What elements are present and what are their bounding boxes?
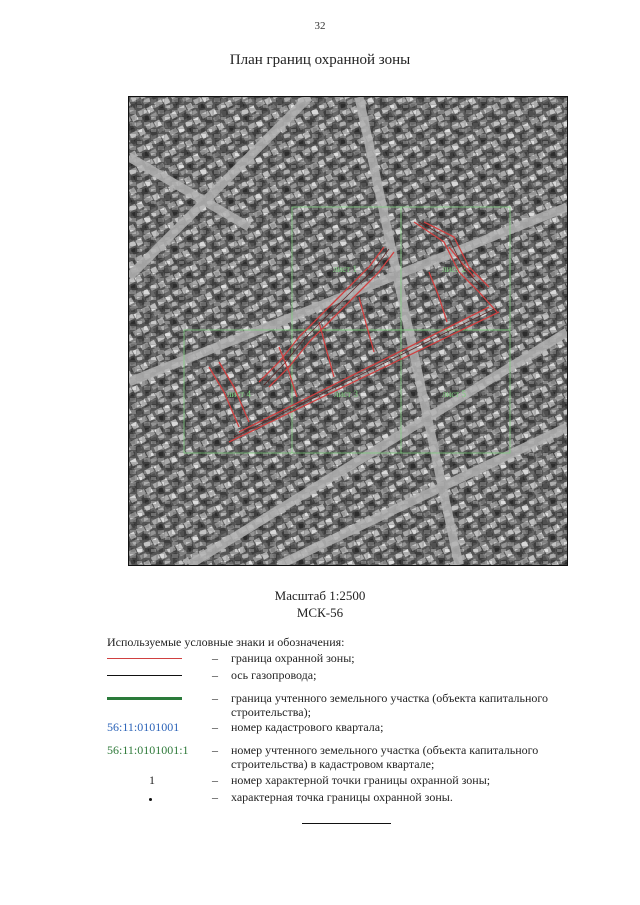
legend-item-pipeline-axis <box>107 668 587 683</box>
legend-dash: – <box>212 743 218 757</box>
footer-rule <box>302 823 391 824</box>
legend-symbol: 56:11:0101001 <box>107 720 180 734</box>
scale-ratio: Масштаб 1:2500 <box>274 588 366 603</box>
map-canvas <box>129 97 567 565</box>
legend-description: ось газопровода; <box>231 668 317 682</box>
legend-description: характерная точка границы охранной зоны. <box>231 790 453 804</box>
legend-description: граница охранной зоны; <box>231 651 355 665</box>
page-number: 32 <box>314 20 326 32</box>
legend-symbol: 56:11:0101001:1 <box>107 743 189 757</box>
sheet-label-5: лист 5 <box>442 389 466 399</box>
legend-dash: – <box>212 773 218 787</box>
legend-description: номер кадастрового квартала; <box>231 720 384 734</box>
map-scale <box>0 587 640 621</box>
legend-symbol <box>107 773 217 787</box>
legend-dash: – <box>212 651 218 665</box>
legend-description: номер учтенного земельного участка (объекта капитального строительства) в кадастровом квартале; <box>231 743 539 771</box>
sheet-label-3: лист 3 <box>334 389 358 399</box>
legend-item-cadastral-quarter <box>107 720 587 735</box>
green-line-icon <box>107 697 182 700</box>
dot-icon <box>149 798 152 801</box>
legend <box>107 635 587 805</box>
legend-item-boundary-point <box>107 790 587 805</box>
legend-symbol <box>107 651 217 665</box>
map-texture-overlay <box>129 97 567 565</box>
sheet-label-1: лист 1 <box>333 264 357 274</box>
legend-symbol <box>107 790 217 804</box>
legend-item-parcel-number <box>107 743 587 771</box>
coordinate-system: МСК-56 <box>296 605 344 620</box>
legend-item-point-number <box>107 773 587 788</box>
legend-dash: – <box>212 691 218 705</box>
legend-dash: – <box>212 790 218 804</box>
legend-symbol <box>107 668 217 682</box>
sheet-label-4: лист 4 <box>227 389 251 399</box>
legend-description: граница учтенного земельного участка (объекта капитального строительства); <box>231 691 549 719</box>
legend-dash: – <box>212 720 218 734</box>
point-number-sample: 1 <box>149 773 155 787</box>
legend-item-parcel-boundary <box>107 691 587 719</box>
page-title: План границ охранной зоны <box>229 52 411 68</box>
legend-heading: Используемые условные знаки и обозначения: <box>107 635 345 649</box>
legend-symbol <box>107 691 217 705</box>
aerial-map[interactable] <box>128 96 568 566</box>
legend-item-zone-boundary <box>107 651 587 666</box>
red-line-icon <box>107 658 182 659</box>
sheet-label-2: лист 2 <box>442 264 466 274</box>
black-line-icon <box>107 675 182 676</box>
legend-description: номер характерной точки границы охранной зоны; <box>231 773 491 787</box>
legend-dash: – <box>212 668 218 682</box>
